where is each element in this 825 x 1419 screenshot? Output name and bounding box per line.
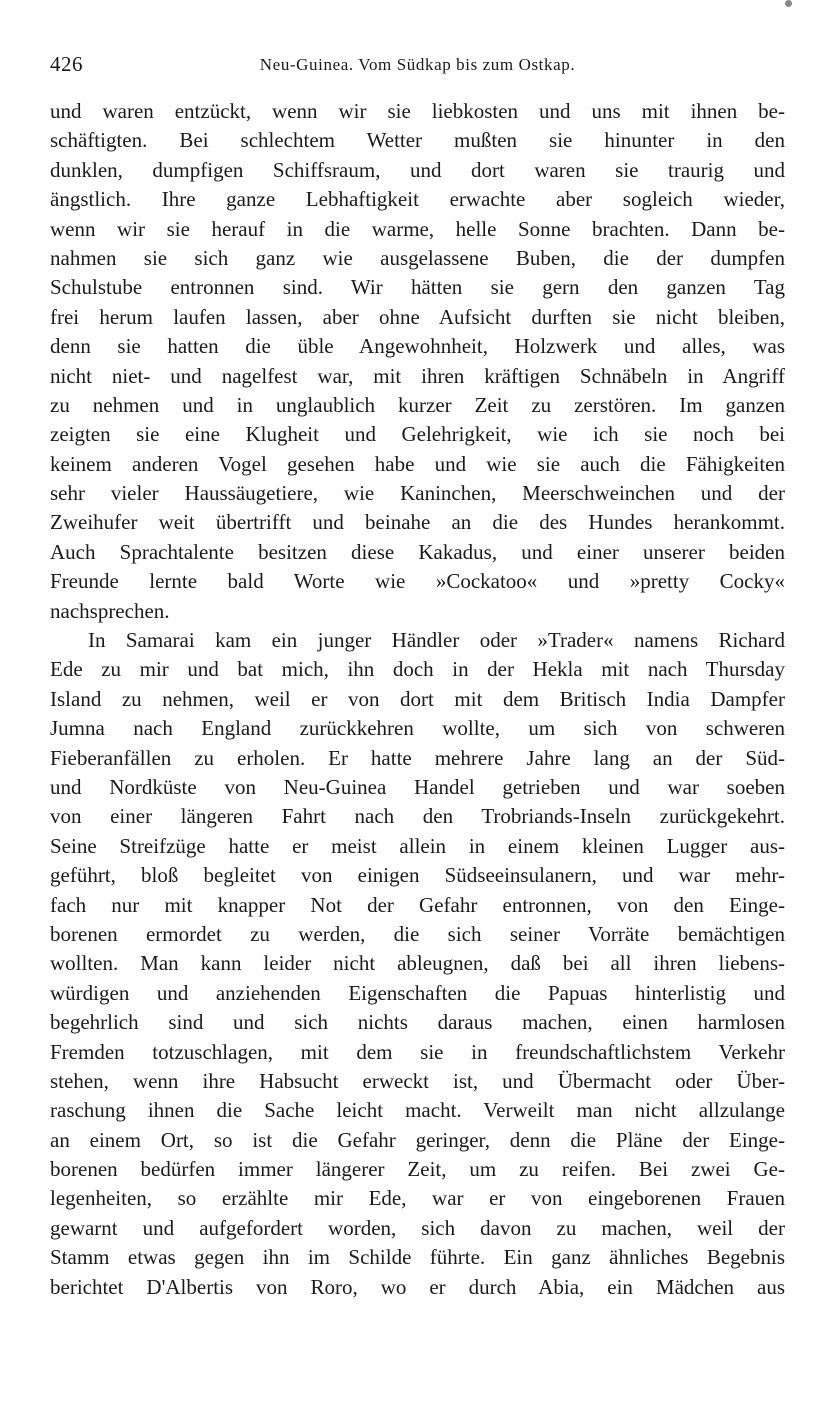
body-text	[50, 97, 785, 1302]
text-line: borenen bedürfen immer längerer Zeit, um zu reifen. Bei zwei Ge-	[50, 1157, 785, 1182]
text-line: Freunde lernte bald Worte wie »Cockatoo« und »pretty Cocky«	[50, 569, 785, 594]
text-line: denn sie hatten die üble Angewohnheit, Holzwerk und alles, was	[50, 334, 785, 359]
text-line: stehen, wenn ihre Habsucht erweckt ist, und Übermacht oder Über-	[50, 1068, 785, 1093]
text-line: Island zu nehmen, weil er von dort mit dem Britisch India Dampfer	[50, 686, 785, 711]
page-header	[50, 50, 785, 80]
text-line: begehrlich sind und sich nichts daraus machen, einen harmlosen	[50, 1010, 785, 1035]
text-line: zeigten sie eine Klugheit und Gelehrigkeit, wie ich sie noch bei	[50, 422, 785, 447]
page-number: 426	[50, 52, 83, 76]
text-line: Jumna nach England zurückkehren wollte, um sich von schweren	[50, 716, 785, 741]
text-line: keinem anderen Vogel gesehen habe und wie sie auch die Fähigkeiten	[50, 451, 785, 476]
running-title: Neu-Guinea. Vom Südkap bis zum Ostkap.	[259, 55, 576, 74]
text-line: frei herum laufen lassen, aber ohne Aufsicht durften sie nicht bleiben,	[50, 304, 785, 329]
text-line: schäftigten. Bei schlechtem Wetter mußten sie hinunter in den	[50, 128, 785, 153]
text-line: und waren entzückt, wenn wir sie liebkosten und uns mit ihnen be-	[50, 99, 785, 123]
paragraph-first-line: In Samarai kam ein junger Händler oder »Trader« namens Richard	[88, 628, 785, 653]
text-line: wollten. Man kann leider nicht ableugnen, daß bei all ihren liebens-	[50, 951, 785, 976]
text-line: fach nur mit knapper Not der Gefahr entronnen, von den Einge-	[50, 892, 785, 917]
text-line: zu nehmen und in unglaublich kurzer Zeit zu zerstören. Im ganzen	[50, 392, 785, 417]
text-line: legenheiten, so erzählte mir Ede, war er von eingeborenen Frauen	[50, 1186, 785, 1211]
text-line: wenn wir sie herauf in die warme, helle Sonne brachten. Dann be-	[50, 216, 785, 241]
text-line: von einer längeren Fahrt nach den Trobriands-Inseln zurückgekehrt.	[50, 804, 785, 829]
text-line: Stamm etwas gegen ihn im Schilde führte. Ein ganz ähnliches Begebnis	[50, 1245, 785, 1270]
text-line: Seine Streifzüge hatte er meist allein in einem kleinen Lugger aus-	[50, 833, 785, 858]
text-line: raschung ihnen die Sache leicht macht. Verweilt man nicht allzulange	[50, 1098, 785, 1123]
text-line: nicht niet- und nagelfest war, mit ihren kräftigen Schnäbeln in Angriff	[50, 363, 785, 388]
text-line: geführt, bloß begleitet von einigen Südseeinsulanern, und war mehr-	[50, 863, 785, 888]
text-line: und Nordküste von Neu-Guinea Handel getrieben und war soeben	[50, 774, 785, 799]
text-line: Fieberanfällen zu erholen. Er hatte mehrere Jahre lang an der Süd-	[50, 745, 785, 770]
text-line: Fremden totzuschlagen, mit dem sie in freundschaftlichstem Verkehr	[50, 1039, 785, 1064]
text-line: borenen ermordet zu werden, die sich seiner Vorräte bemächtigen	[50, 921, 785, 946]
text-line: an einem Ort, so ist die Gefahr geringer, denn die Pläne der Einge-	[50, 1127, 785, 1152]
text-line: dunklen, dumpfigen Schiffsraum, und dort waren sie traurig und	[50, 157, 785, 182]
text-line: berichtet D'Albertis von Roro, wo er durch Abia, ein Mädchen aus	[50, 1274, 785, 1299]
text-line: gewarnt und aufgefordert worden, sich davon zu machen, weil der	[50, 1215, 785, 1240]
text-line: Auch Sprachtalente besitzen diese Kakadus, und einer unserer beiden	[50, 539, 785, 564]
text-line: sehr vieler Haussäugetiere, wie Kaninchen, Meerschweinchen und der	[50, 481, 785, 506]
text-line: Ede zu mir und bat mich, ihn doch in der Hekla mit nach Thursday	[50, 657, 785, 682]
ink-speck	[785, 0, 792, 7]
text-line: nahmen sie sich ganz wie ausgelassene Buben, die der dumpfen	[50, 245, 785, 270]
text-line: ängstlich. Ihre ganze Lebhaftigkeit erwachte aber sogleich wieder,	[50, 187, 785, 212]
paragraph-end-line: nachsprechen.	[50, 598, 170, 623]
text-line: würdigen und anziehenden Eigenschaften die Papuas hinterlistig und	[50, 980, 785, 1005]
text-line: Schulstube entronnen sind. Wir hätten sie gern den ganzen Tag	[50, 275, 785, 300]
text-line: Zweihufer weit übertrifft und beinahe an die des Hundes herankommt.	[50, 510, 785, 535]
